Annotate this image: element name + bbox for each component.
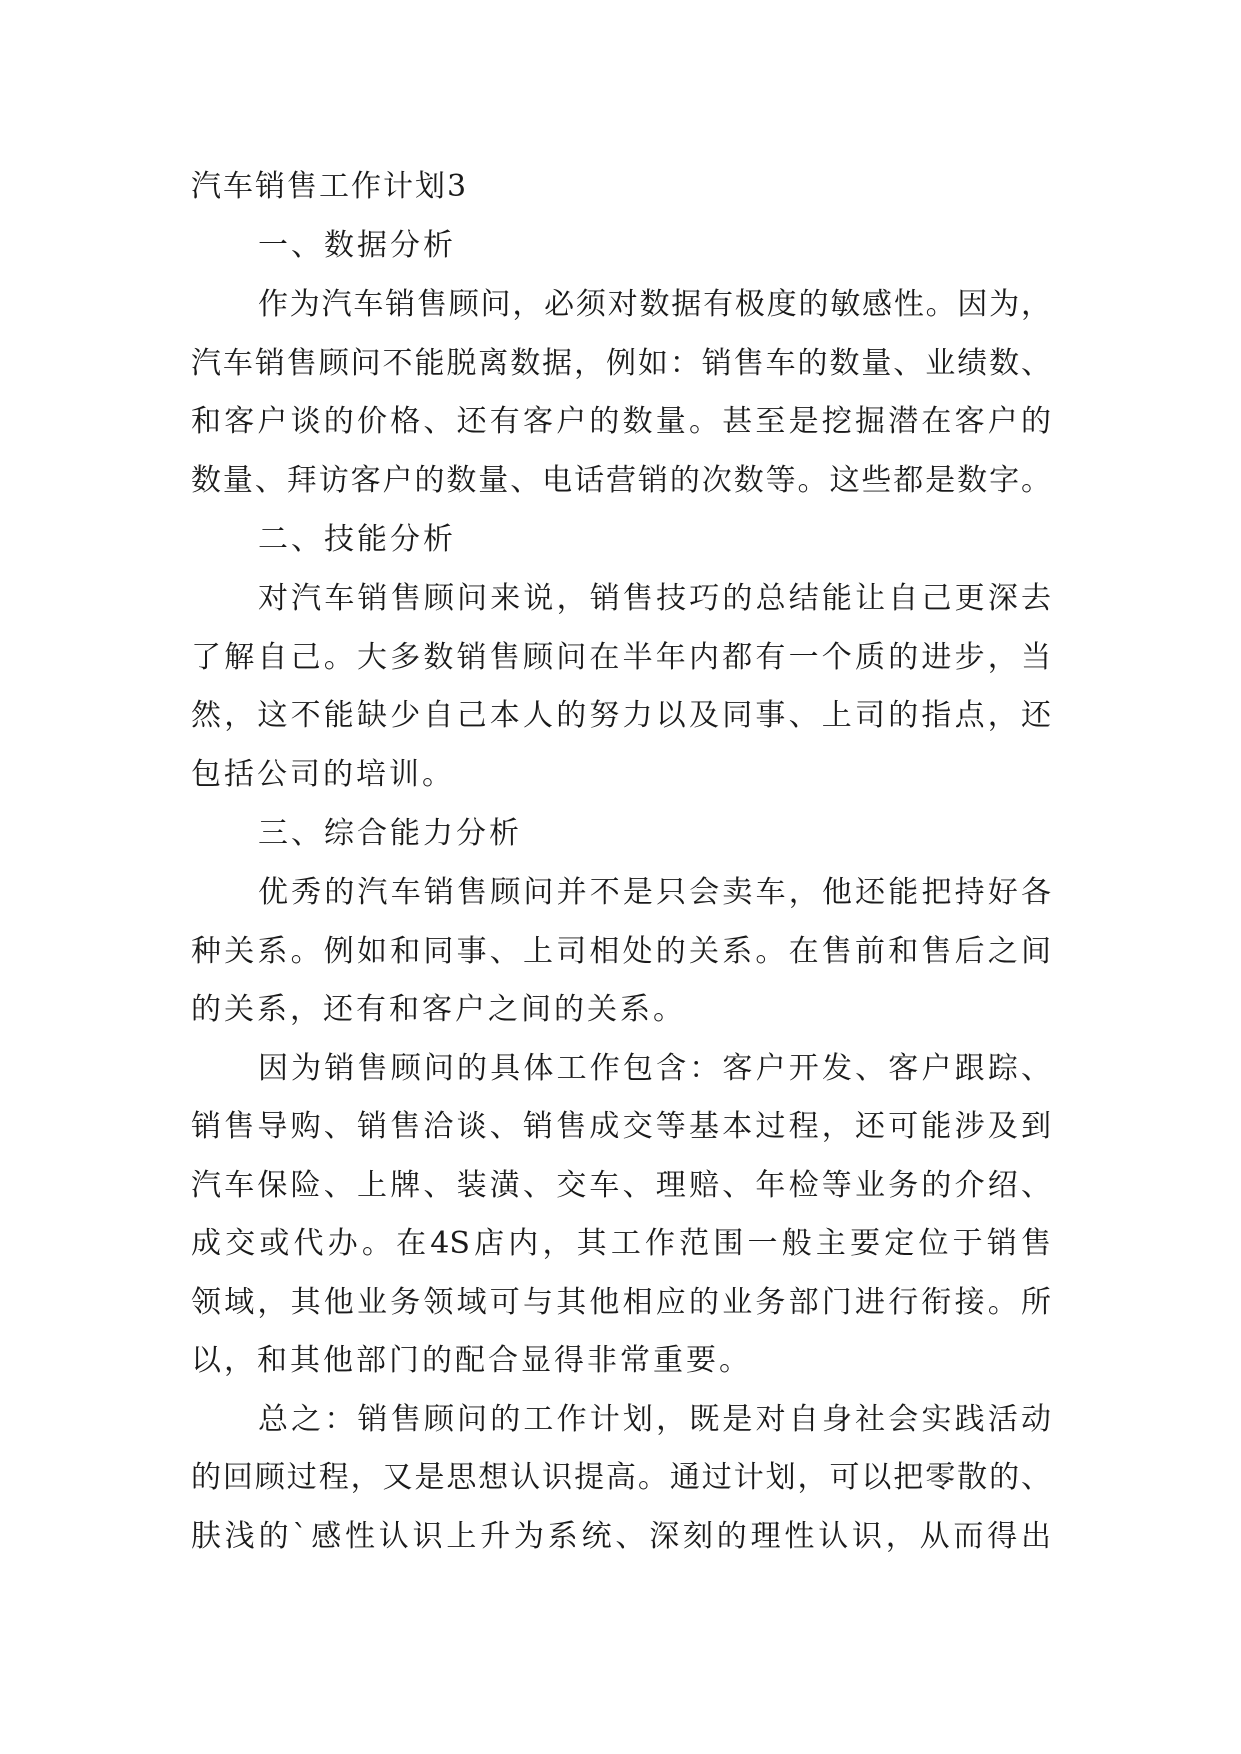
text-line: 作为汽车销售顾问，必须对数据有极度的敏感性。因为， — [258, 287, 1051, 322]
section-heading: 二、技能分析 — [258, 522, 456, 557]
paragraph — [191, 570, 1051, 804]
text-line: 领域，其他业务领域可与其他相应的业务部门进行衔接。所 — [191, 1284, 1051, 1320]
paragraph — [191, 1391, 1051, 1567]
text-line: 对汽车销售顾问来说，销售技巧的总结能让自己更深去 — [258, 581, 1051, 616]
text-line: 数量、拜访客户的数量、电话营销的次数等。这些都是数字。 — [191, 462, 1051, 498]
text-line: 肤浅的`感性认识上升为系统、深刻的理性认识，从而得出 — [191, 1518, 1051, 1554]
paragraph — [191, 276, 1051, 510]
text-line: 种关系。例如和同事、上司相处的关系。在售前和售后之间 — [191, 933, 1051, 969]
text-line: 成交或代办。在4S店内，其工作范围一般主要定位于销售 — [191, 1226, 1051, 1261]
text-line: 汽车销售顾问不能脱离数据，例如：销售车的数量、业绩数、 — [191, 345, 1051, 381]
document-title: 汽车销售工作计划3 — [191, 169, 469, 204]
text-line: 销售导购、销售洽谈、销售成交等基本过程，还可能涉及到 — [191, 1109, 1051, 1144]
text-line: 然，这不能缺少自己本人的努力以及同事、上司的指点，还 — [191, 698, 1051, 733]
text-line: 了解自己。大多数销售顾问在半年内都有一个质的进步，当 — [191, 639, 1051, 675]
text-line: 的回顾过程，又是思想认识提高。通过计划，可以把零散的、 — [191, 1460, 1051, 1495]
text-line: 汽车保险、上牌、装潢、交车、理赔、年检等业务的介绍、 — [191, 1167, 1051, 1203]
text-line: 优秀的汽车销售顾问并不是只会卖车，他还能把持好各 — [258, 875, 1051, 910]
text-line: 因为销售顾问的具体工作包含：客户开发、客户跟踪、 — [258, 1050, 1051, 1086]
text-line: 包括公司的培训。 — [191, 756, 455, 792]
text-line: 总之：销售顾问的工作计划，既是对自身社会实践活动 — [258, 1401, 1051, 1437]
section-heading: 一、数据分析 — [258, 228, 456, 263]
section-heading: 三、综合能力分析 — [258, 816, 522, 851]
text-line: 和客户谈的价格、还有客户的数量。甚至是挖掘潜在客户的 — [191, 404, 1051, 439]
text-line: 的关系，还有和客户之间的关系。 — [191, 992, 686, 1027]
document-page — [191, 158, 1051, 1566]
text-line: 以，和其他部门的配合显得非常重要。 — [191, 1343, 752, 1378]
paragraph — [191, 1040, 1051, 1391]
paragraph — [191, 864, 1051, 1040]
